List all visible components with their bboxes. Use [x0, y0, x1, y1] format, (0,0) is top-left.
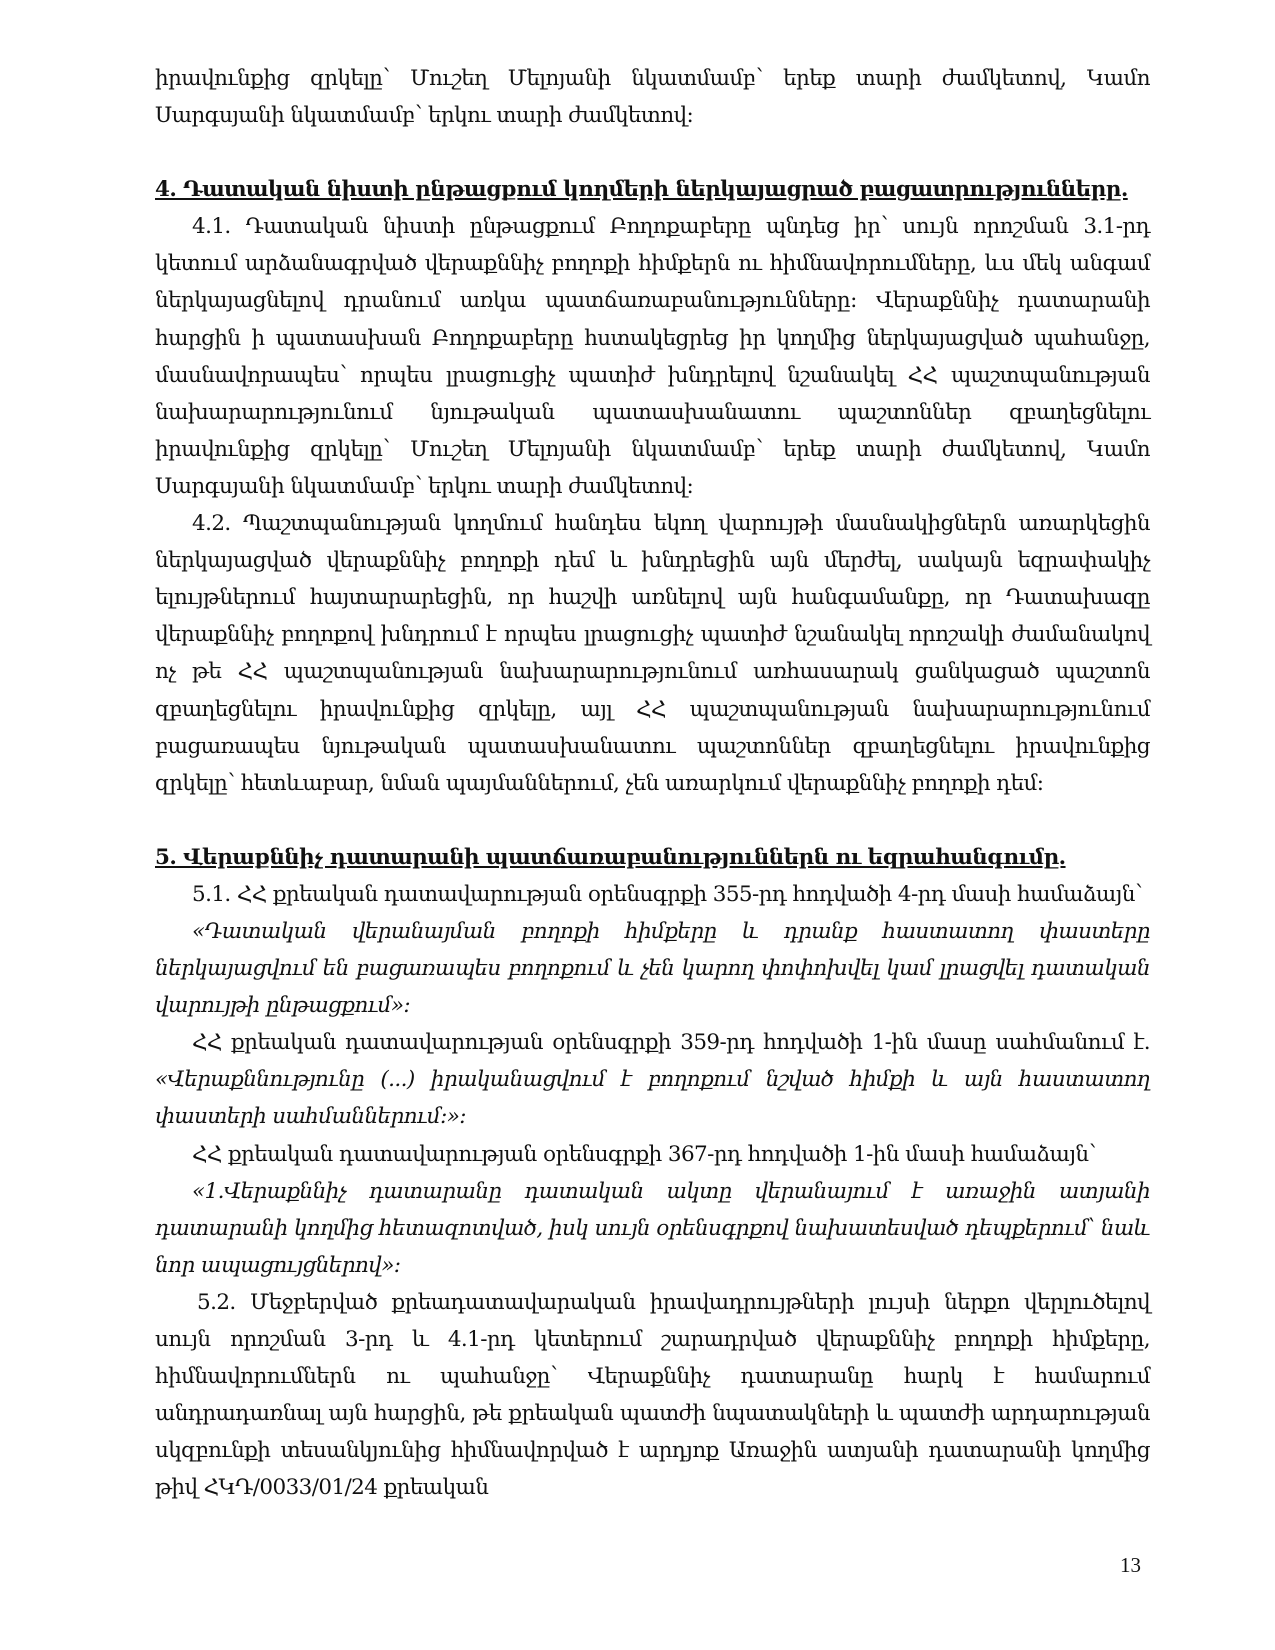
section-4-1-text: 4.1. Դատական նիստի ընթացքում Բողոքաբերը պնդեց իր՝ սույն որոշման 3.1-րդ կետում արձանագրված վերաքննիչ բողոքի հիմքերն ու հիմնավորումները, ևս մեկ անգամ ներկայացնելով դրանում առկա պատճառաբանությունները: Վերաքննիչ դատարանի հարցին ի պատասխան Բողոքաբերը հստակեցրեց իր կողմից ներկայացված պահանջը, մասնավորապես՝ որպես լրացուցիչ պատիժ խնդրելով նշանակել ՀՀ պաշտպանության նախարարությունում նյութական պատասխանատու պաշտոններ զբաղեցնելու իրավունքից զրկելը՝ Մուշեղ Մելոյանի նկատմամբ՝ երեք տարի ժամկետով, Կամո Սարգսյանի նկատմամբ՝ երկու տարի ժամկետով:	[155, 214, 1150, 499]
quote-367-1: «1.Վերաքննիչ դատարանը դատական ակտը վերանայում է առաջին ատյանի դատարանի կողմից հետազոտված, իսկ սույն օրենսգրքով նախատեսված դեպքերում՝ նաև նոր ապացույցներով»:	[155, 1178, 1150, 1278]
section-5-359-paragraph	[155, 1024, 1150, 1135]
quote-359-1: «Վերաքննությունը (...) իրականացվում է բողոքում նշված հիմքի և այն հաստատող փաստերի սահմաններում:»:	[155, 1067, 1150, 1130]
section-5-367-paragraph: ՀՀ քրեական դատավարության օրենսգրքի 367-րդ հոդվածի 1-ին մասի համաձայն՝	[192, 1141, 1096, 1167]
page-number: 13	[1120, 1553, 1141, 1577]
section-4-1-paragraph	[155, 208, 1150, 505]
document-page	[155, 60, 1150, 1506]
article-359-intro: ՀՀ քրեական դատավարության օրենսգրքի 359-րդ հոդվածի 1-ին մասը սահմանում է.	[192, 1030, 1150, 1056]
section-5-2-paragraph: 5.2. Մեջբերված քրեադատավարական իրավադրույթների լույսի ներքո վերլուծելով սույն որոշման 3-րդ և 4.1-րդ կետերում շարադրված վերաքննիչ բողոքի հիմքերը, հիմնավորումներն ու պահանջը՝ Վերաքննիչ դատարանը հարկ է համարում անդրադառնալ այն հարցին, թե քրեական պատժի նպատակների և պատժի արդարության սկզբունքի տեսանկյունից հիմնավորված է արդյոք Առաջին ատյանի դատարանի կողմից թիվ ՀԿԴ/0033/01/24 քրեական	[155, 1289, 1150, 1501]
spacer	[155, 134, 1150, 171]
section-5-1-paragraph: 5.1. ՀՀ քրեական դատավարության օրենսգրքի 355-րդ հոդվածի 4-րդ մասի համաձայն՝	[192, 881, 1143, 907]
carryover-paragraph: իրավունքից զրկելը՝ Մուշեղ Մելոյանի նկատմամբ՝ երեք տարի ժամկետով, Կամո Սարգսյանի նկատմամբ՝ երկու տարի ժամկետով:	[155, 66, 1150, 129]
section-4-heading-line	[155, 171, 1150, 208]
spacer	[155, 802, 1150, 839]
section-5-heading-line	[155, 839, 1150, 876]
section-4-heading: 4. Դատական նիստի ընթացքում կողմերի ներկայացրած բացատրությունները.	[155, 177, 1128, 203]
section-5-heading: 5. Վերաքննիչ դատարանի պատճառաբանություններն ու եզրահանգումը.	[155, 844, 1066, 870]
section-4-2-paragraph: 4.2. Պաշտպանության կողմում հանդես եկող վարույթի մասնակիցներն առարկեցին ներկայացված վերաքննիչ բողոքի դեմ և խնդրեցին այն մերժել, սակայն եզրափակիչ ելույթներում հայտարարեցին, որ հաշվի առնելով այն հանգամանքը, որ Դատախազը վերաքննիչ բողոքով խնդրում է որպես լրացուցիչ պատիժ նշանակել որոշակի ժամանակով ոչ թե ՀՀ պաշտպանության նախարարությունում առհասարակ ցանկացած պաշտոն զբաղեցնելու իրավունքից զրկելը, այլ ՀՀ պաշտպանության նախարարությունում բացառապես նյութական պատասխանատու պաշտոններ զբաղեցնելու իրավունքից զրկելը՝ հետևաբար, նման պայմաններում, չեն առարկում վերաքննիչ բողոքի դեմ:	[155, 511, 1150, 796]
quote-355-4: «Դատական վերանայման բողոքի հիմքերը և դրանք հաստատող փաստերը ներկայացվում են բացառապես բողոքում և չեն կարող փոփոխվել կամ լրացվել դատական վարույթի ընթացքում»:	[155, 918, 1150, 1019]
